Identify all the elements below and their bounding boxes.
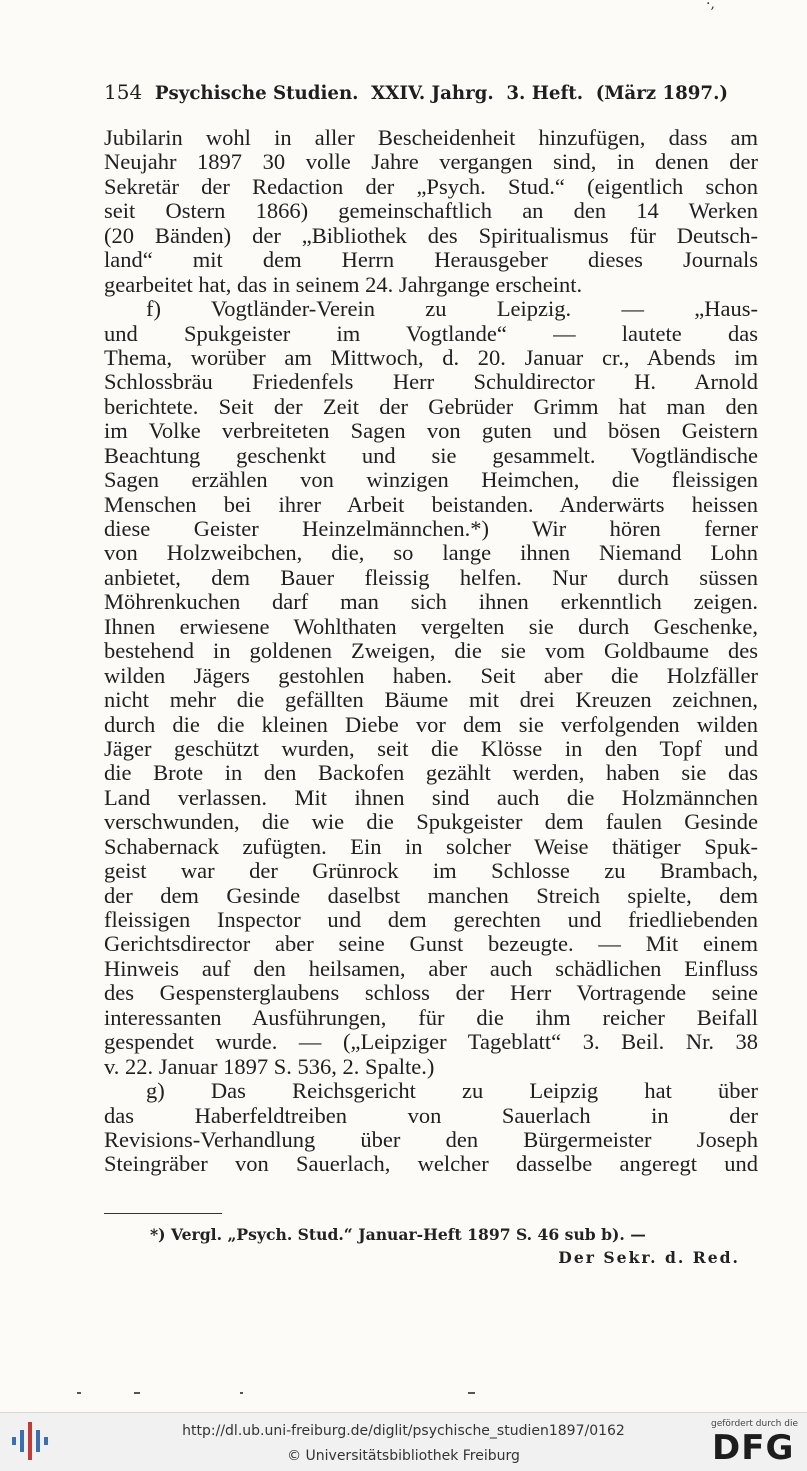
text-line: der dem Gesinde daselbst manchen Streich spielte, dem	[104, 883, 758, 908]
text-line: f) Vogtländer-Verein zu Leipzig. — „Haus-	[146, 297, 758, 322]
scan-specks	[0, 1392, 807, 1402]
text-line: land“ mit dem Herrn Herausgeber dieses Journals	[104, 248, 758, 273]
dfg-logo: DFG	[712, 1428, 795, 1468]
text-line: Steingräber von Sauerlach, welcher dasselbe angeregt und	[104, 1152, 758, 1177]
text-line: von Holzweibchen, die, so lange ihnen Niemand Lohn	[104, 541, 758, 566]
text-line: Land verlassen. Mit ihnen sind auch die Holzmännchen	[104, 785, 758, 810]
scan-mark: ·,	[706, 0, 715, 12]
body-text	[104, 126, 758, 1177]
text-line: Beachtung geschenkt und sie gesammelt. Vogtländische	[104, 443, 758, 468]
text-line: Thema, worüber am Mittwoch, d. 20. Januar cr., Abends im	[104, 345, 758, 370]
copyright-notice: © Universitätsbibliothek Freiburg	[287, 1448, 520, 1464]
text-line: diese Geister Heinzelmännchen.*) Wir hören ferner	[104, 517, 758, 541]
footnote	[150, 1223, 740, 1269]
page-url-link[interactable]: http://dl.ub.uni-freiburg.de/diglit/psychische_studien1897/0162	[182, 1423, 625, 1439]
text-line: Neujahr 1897 30 volle Jahre vergangen sind, in denen der	[104, 150, 758, 175]
text-line: Sagen erzählen von winzigen Heimchen, die fleissigen	[104, 468, 758, 493]
text-line: gearbeitet hat, das in seinem 24. Jahrgange erscheint.	[104, 272, 583, 297]
text-line: fleissigen Inspector und dem gerechten und friedliebenden	[104, 908, 758, 932]
text-line: Jäger geschützt wurden, seit die Klösse in den Topf und	[104, 736, 758, 761]
text-line: Gerichtsdirector aber seine Gunst bezeugte. — Mit einem	[104, 932, 758, 957]
text-line: und Spukgeister im Vogtlande“ — lautete das	[104, 321, 758, 346]
text-line: g) Das Reichsgericht zu Leipzig hat über	[146, 1079, 758, 1104]
text-line: seit Ostern 1866) gemeinschaftlich an den 14 Werken	[104, 199, 758, 224]
text-line: Sekretär der Redaction der „Psych. Stud.“ (eigentlich schon	[104, 174, 758, 199]
text-line: berichtete. Seit der Zeit der Gebrüder Grimm hat man den	[104, 394, 758, 419]
text-line: nicht mehr die gefällten Bäume mit drei Kreuzen zeichnen,	[104, 688, 758, 713]
text-line: Hinweis auf den heilsamen, aber auch schädlichen Einfluss	[104, 956, 758, 981]
text-line: v. 22. Januar 1897 S. 536, 2. Spalte.)	[104, 1054, 435, 1079]
text-line: Schabernack zufügten. Ein in solcher Weise thätiger Spuk-	[104, 834, 758, 859]
text-line: Ihnen erwiesene Wohlthaten vergelten sie durch Geschenke,	[104, 614, 758, 639]
text-line: verschwunden, die wie die Spukgeister dem faulen Gesinde	[104, 810, 758, 835]
text-line: des Gespensterglaubens schloss der Herr Vortragende seine	[104, 981, 758, 1006]
text-line: im Volke verbreiteten Sagen von guten und bösen Geistern	[104, 419, 758, 444]
footnote-text: *) Vergl. „Psych. Stud.“ Januar-Heft 1897 S. 46 sub b). —	[150, 1225, 646, 1244]
text-line: (20 Bänden) der „Bibliothek des Spiritualismus für Deutsch-	[104, 223, 758, 248]
text-line: Schlossbräu Friedenfels Herr Schuldirector H. Arnold	[104, 370, 758, 395]
text-line: gespendet wurde. — („Leipziger Tageblatt“ 3. Beil. Nr. 38	[104, 1030, 758, 1055]
footnote-divider	[104, 1213, 222, 1214]
running-head-title: Psychische Studien. XXIV. Jahrg. 3. Heft. (März 1897.)	[154, 83, 729, 104]
text-line: Revisions-Verhandlung über den Bürgermeister Joseph	[104, 1127, 758, 1152]
page-number: 154	[104, 80, 143, 104]
running-head	[104, 80, 758, 104]
text-line: wilden Jägers gestohlen haben. Seit aber die Holzfäller	[104, 663, 758, 688]
text-line: durch die die kleinen Diebe vor dem sie verfolgenden wilden	[104, 712, 758, 737]
text-line: Menschen bei ihrer Arbeit beistanden. Anderwärts heissen	[104, 492, 758, 517]
text-line: das Haberfeldtreiben von Sauerlach in der	[104, 1103, 758, 1128]
text-line: Jubilarin wohl in aller Bescheidenheit hinzufügen, dass am	[104, 126, 758, 150]
text-line: Möhrenkuchen darf man sich ihnen erkenntlich zeigen.	[104, 590, 758, 615]
text-line: anbietet, dem Bauer fleissig helfen. Nur durch süssen	[104, 565, 758, 590]
text-line: interessanten Ausführungen, für die ihm reicher Beifall	[104, 1005, 758, 1030]
footnote-signature: Der Sekr. d. Red.	[558, 1248, 740, 1267]
text-line: die Brote in den Backofen gezählt werden, haben sie das	[104, 761, 758, 786]
text-line: geist war der Grünrock im Schlosse zu Brambach,	[104, 859, 758, 884]
text-line: bestehend in goldenen Zweigen, die sie vom Goldbaume des	[104, 639, 758, 664]
dfg-caption: gefördert durch die	[711, 1419, 798, 1429]
